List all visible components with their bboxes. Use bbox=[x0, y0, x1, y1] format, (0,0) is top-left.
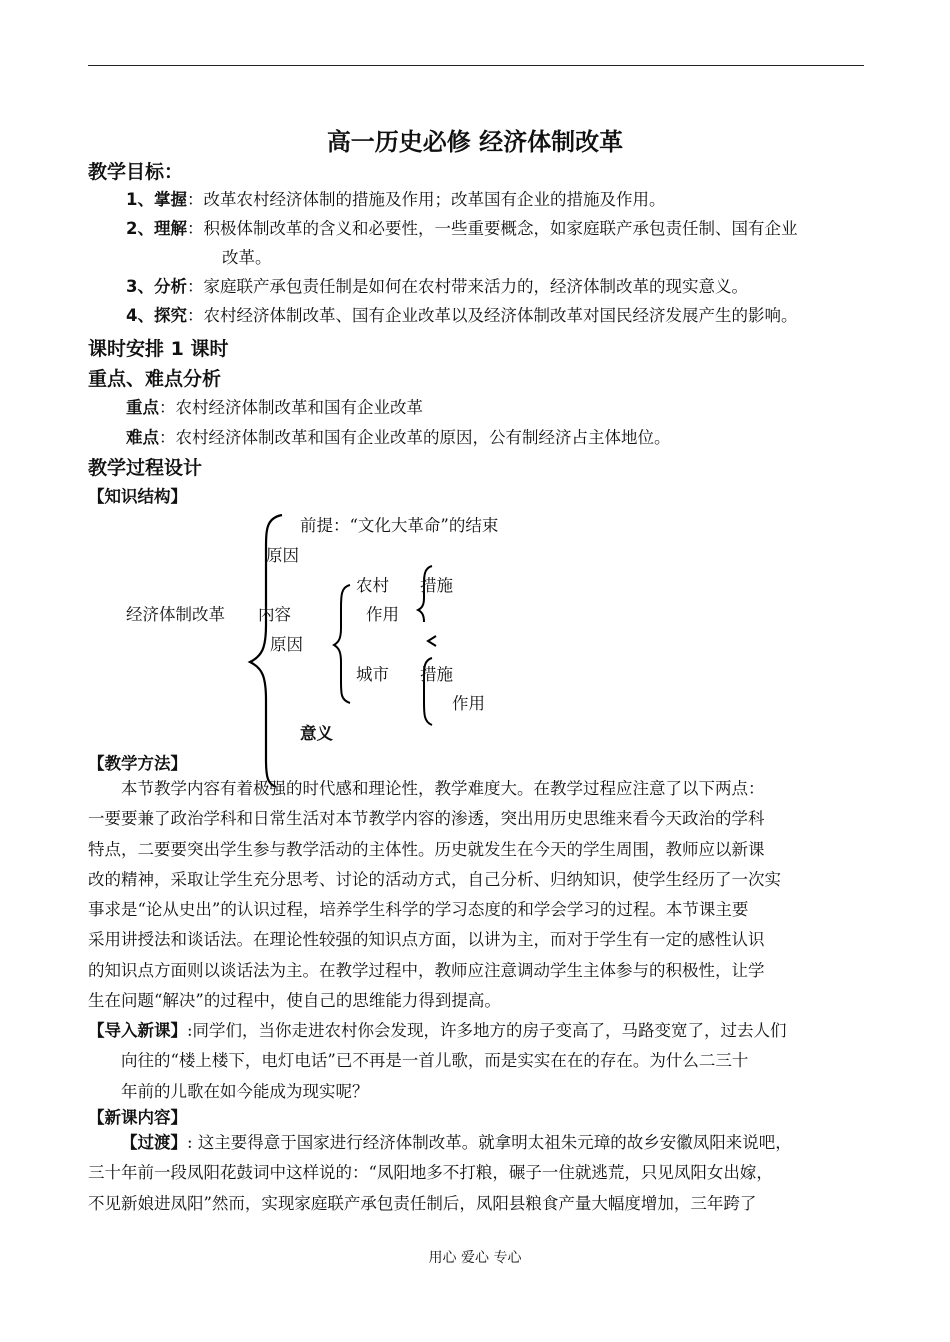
objectives-heading: 教学目标： bbox=[88, 161, 184, 183]
difficult-label: 难点 bbox=[126, 428, 159, 447]
newlesson-paragraph bbox=[88, 1128, 868, 1219]
method-line: 一要要兼了政治学科和日常生活对本节教学内容的渗透，突出用历史思维来看今天政治的学科 bbox=[88, 809, 765, 829]
transition-label: 【过渡】 bbox=[121, 1133, 187, 1152]
key-text: ：农村经济体制改革和国有企业改革 bbox=[159, 398, 423, 417]
small-angle bbox=[428, 636, 436, 646]
structure-effect-1: 作用 bbox=[366, 605, 399, 624]
intro-line: 年前的儿歌在如今能成为现实呢？ bbox=[121, 1081, 369, 1101]
intro-text: :同学们，当你走进农村你会发现，许多地方的房子变高了，马路变宽了，过去人们 bbox=[187, 1021, 787, 1040]
method-heading: 【教学方法】 bbox=[88, 754, 187, 773]
objective-label: 3、分析 bbox=[126, 277, 187, 296]
schedule-heading: 课时安排 1 课时 bbox=[88, 338, 229, 360]
method-paragraph bbox=[88, 774, 868, 1016]
page-footer: 用心 爱心 专心 bbox=[428, 1250, 522, 1266]
newlesson-heading: 【新课内容】 bbox=[88, 1108, 187, 1127]
method-line: 事求是“论从史出”的认识过程，培养学生科学的学习态度的和学会学习的过程。本节课主要 bbox=[88, 900, 749, 920]
newlesson-line: 三十年前一段凤阳花鼓词中这样说的：“凤阳地多不打粮，碾子一住就逃荒，只见凤阳女出嫁， bbox=[88, 1163, 773, 1183]
method-line: 的知识点方面则以谈话法为主。在教学过程中，教师应注意调动学生主体参与的积极性，让学 bbox=[88, 960, 765, 980]
structure-measure-2: 措施 bbox=[420, 665, 453, 684]
method-line: 采用讲授法和谈话法。在理论性较强的知识点方面，以讲为主，而对于学生有一定的感性认识 bbox=[88, 930, 765, 950]
objective-text: ：改革农村经济体制的措施及作用；改革国有企业的措施及作用。 bbox=[186, 190, 666, 209]
structure-significance: 意义 bbox=[300, 724, 333, 743]
structure-content: 内容 bbox=[258, 605, 291, 624]
structure-heading: 【知识结构】 bbox=[88, 487, 187, 506]
intro-paragraph bbox=[88, 1016, 868, 1107]
objective-label: 4、探究 bbox=[126, 306, 187, 325]
objective-label: 2、理解 bbox=[126, 219, 187, 238]
structure-reason-mid: 原因 bbox=[270, 635, 303, 654]
process-heading: 教学过程设计 bbox=[88, 457, 203, 479]
intro-label: 【导入新课】 bbox=[88, 1021, 187, 1040]
method-line: 本节教学内容有着极强的时代感和理论性，教学难度大。在教学过程应注意了以下两点： bbox=[121, 779, 765, 798]
objective-text: ：积极体制改革的含义和必要性，一些重要概念，如家庭联产承包责任制、国有企业 bbox=[186, 219, 798, 238]
intro-line: 向往的“楼上楼下，电灯电话”已不再是一首儿歌，而是实实在在的存在。为什么二三十 bbox=[121, 1051, 749, 1071]
objective-text: ：农村经济体制改革、国有企业改革以及经济体制改革对国民经济发展产生的影响。 bbox=[186, 306, 798, 325]
transition-text: : 这主要得意于国家进行经济体制改革。就拿明太祖朱元璋的故乡安徽凤阳来说吧， bbox=[187, 1133, 792, 1152]
structure-urban: 城市 bbox=[356, 665, 389, 684]
structure-measure-1: 措施 bbox=[420, 576, 453, 595]
structure-effect-2: 作用 bbox=[452, 694, 485, 713]
newlesson-line: 不见新娘进凤阳”然而，实现家庭联产承包责任制后，凤阳县粮食产量大幅度增加，三年跨了 bbox=[88, 1193, 757, 1213]
objective-item-2-cont: 改革。 bbox=[222, 248, 272, 267]
method-line: 改的精神，采取让学生充分思考、讨论的活动方式，自己分析、归纳知识，使学生经历了一次实 bbox=[88, 869, 781, 889]
content-brace bbox=[334, 585, 350, 703]
objective-label: 1、掌握 bbox=[126, 190, 187, 209]
method-line: 生在问题“解决”的过程中，使自己的思维能力得到提高。 bbox=[88, 991, 501, 1011]
intro-line bbox=[88, 1016, 868, 1046]
key-label: 重点 bbox=[126, 398, 159, 417]
method-line: 特点，二要要突出学生参与教学活动的主体性。历史就发生在今天的学生周围，教师应以新课 bbox=[88, 839, 765, 859]
structure-reason-top: 原因 bbox=[266, 546, 299, 565]
structure-root: 经济体制改革 bbox=[126, 605, 225, 624]
structure-rural: 农村 bbox=[356, 576, 389, 595]
structure-premise: 前提：“文化大革命”的结束 bbox=[300, 516, 499, 535]
difficult-text: ：农村经济体制改革和国有企业改革的原因，公有制经济占主体地位。 bbox=[159, 428, 671, 447]
objective-text: ：家庭联产承包责任制是如何在农村带来活力的，经济体制改革的现实意义。 bbox=[186, 277, 748, 296]
page-title: 高一历史必修 经济体制改革 bbox=[326, 128, 624, 156]
newlesson-line bbox=[88, 1128, 868, 1158]
keypoints-heading: 重点、难点分析 bbox=[88, 368, 222, 390]
